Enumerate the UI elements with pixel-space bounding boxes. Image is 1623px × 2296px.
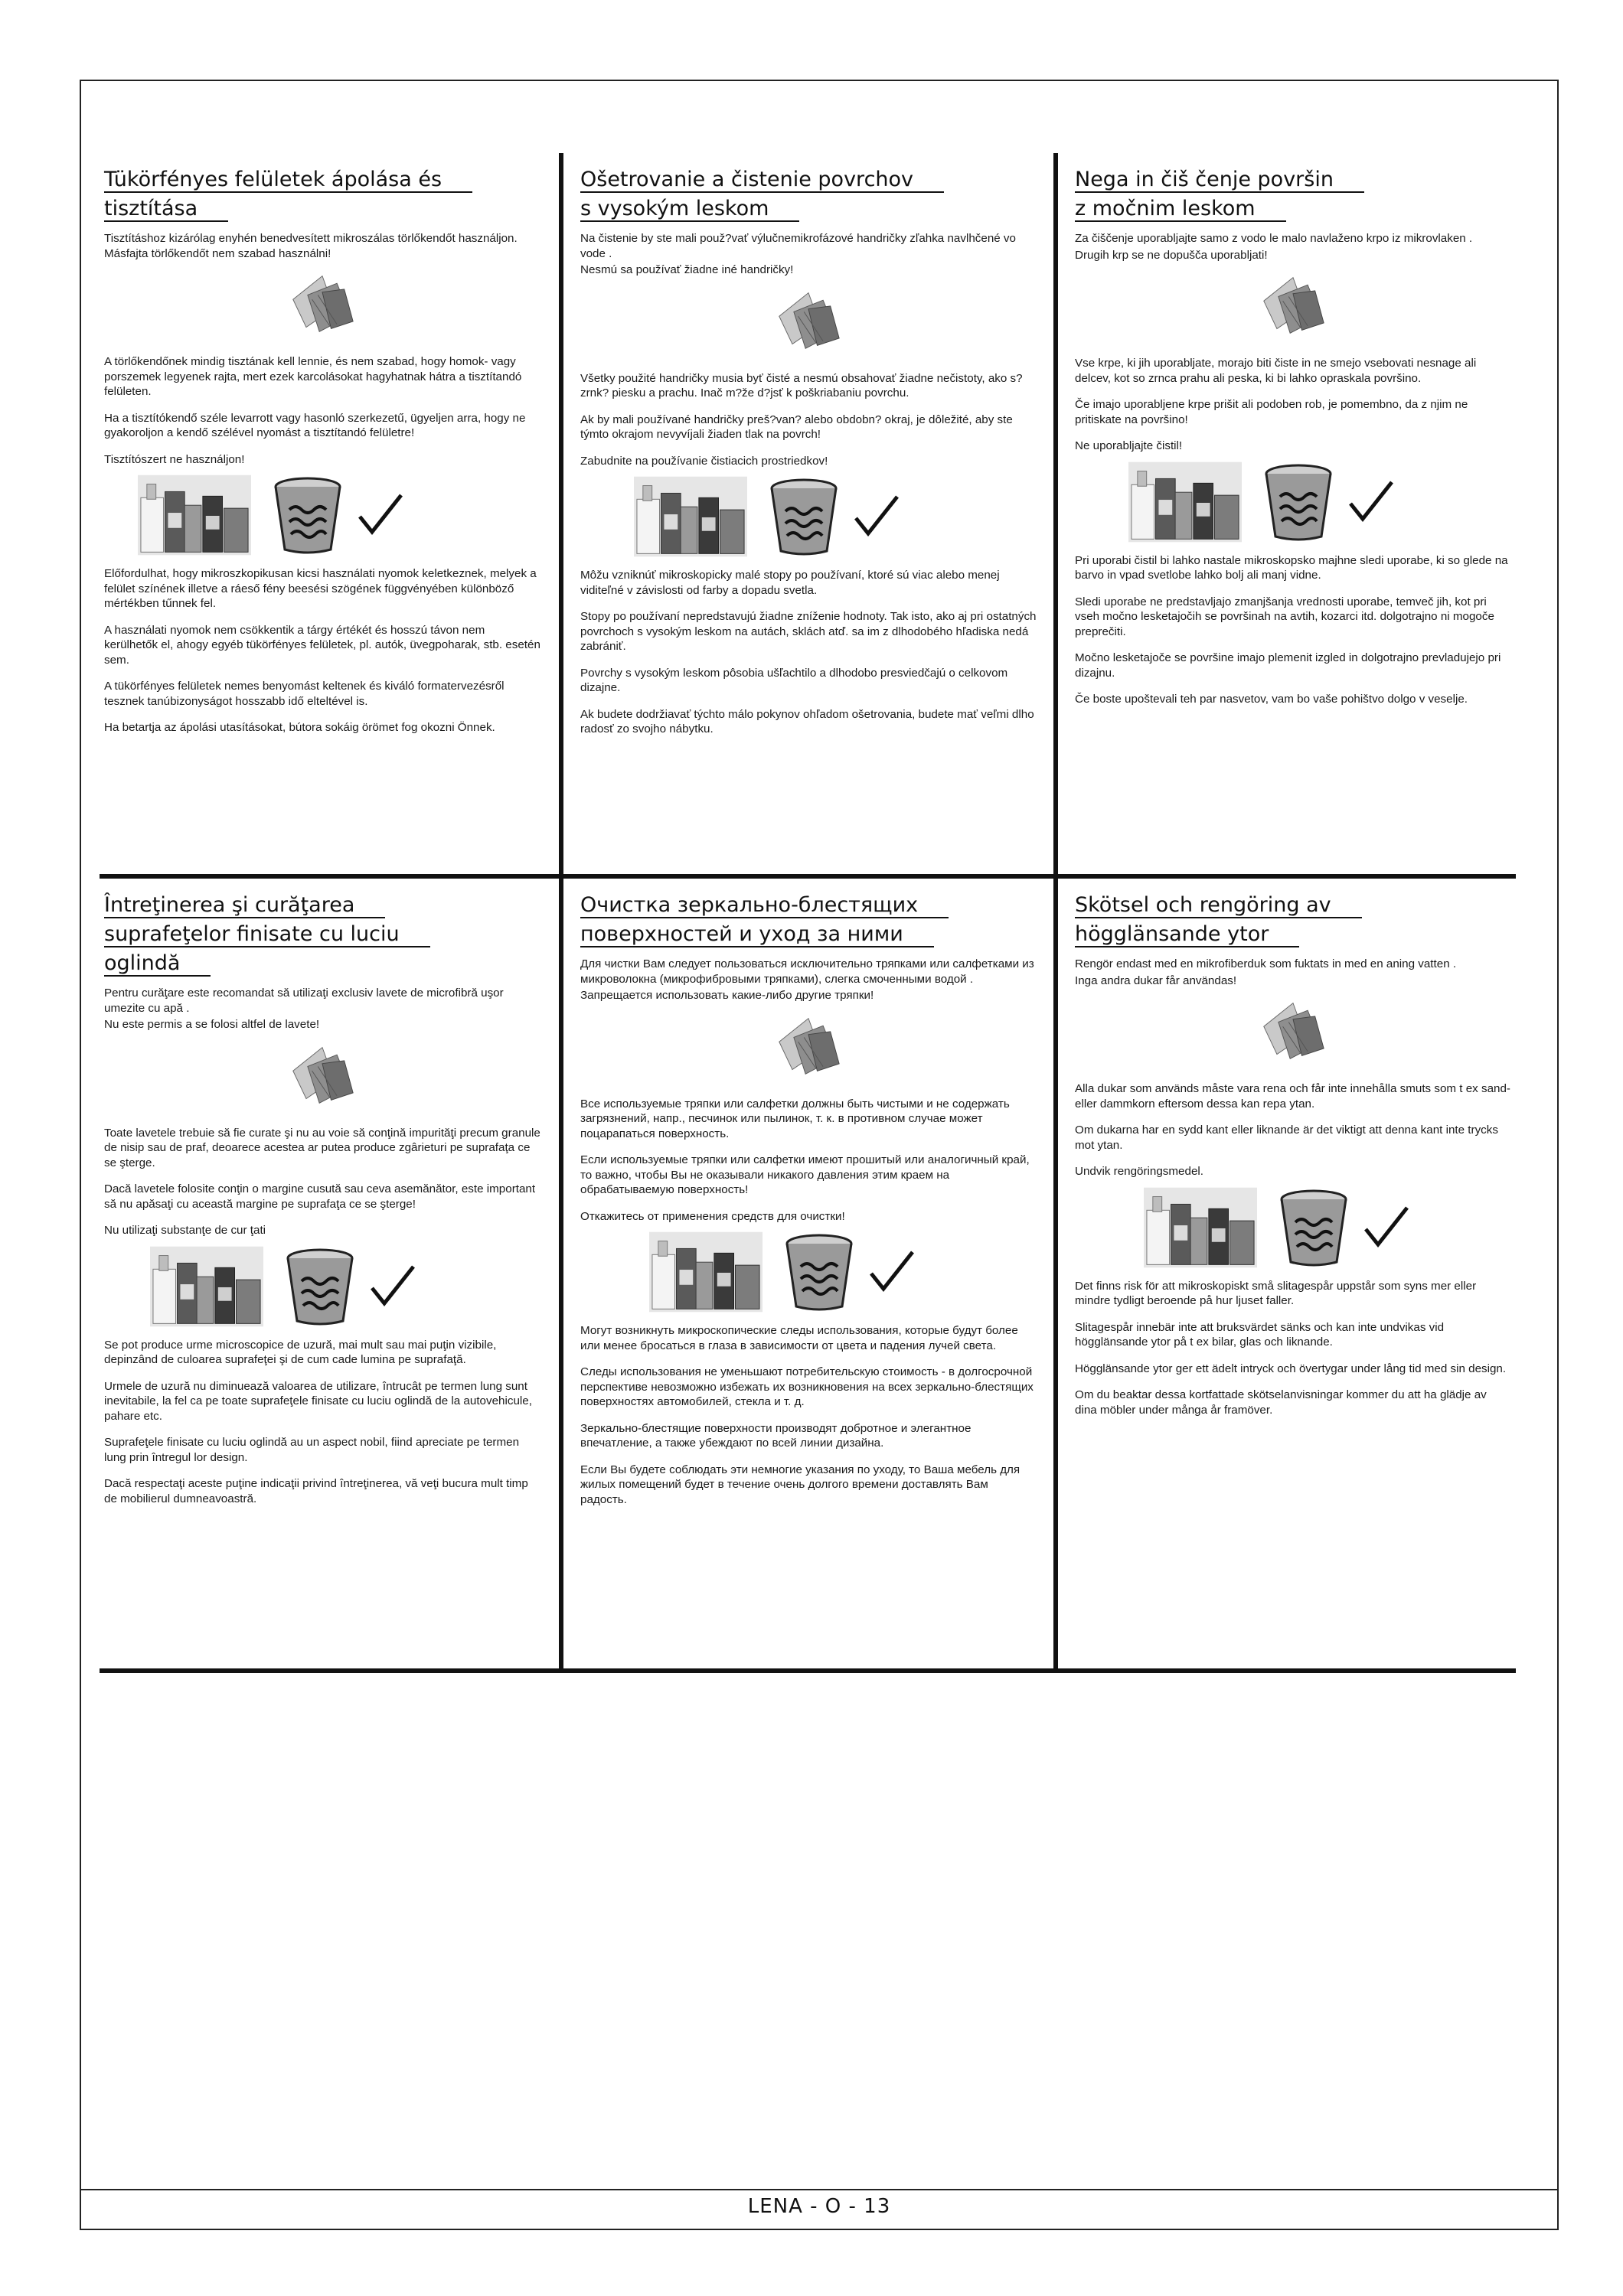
section-title: Очистка зеркально-блестящих поверхностей и уход за ними: [580, 891, 1037, 949]
paragraph: Следы использования не уменьшают потребительскую стоимость - в долгосрочной перспективе невозможно избежать их возникновения на всех зеркально-блестящих поверхностях автомобилей, стекла и т. д.: [580, 1365, 1034, 1408]
cleaning-bottles-icon: [1128, 461, 1242, 543]
microfiber-cloth-icon: [1256, 997, 1330, 1063]
section-slovenian: [1053, 153, 1516, 874]
no-cleaner-illustration: [634, 476, 1037, 557]
paragraph: Ne uporabljajte čistil!: [1075, 439, 1183, 452]
paragraph: Povrchy s vysokým leskom pôsobia ušľachtilo a dlhodobo presviedčajú o celkovom dizajne.: [580, 666, 1008, 694]
paragraph: Če boste upoštevali teh par nasvetov, vam bo vaše pohištvo dolgo v veselje.: [1075, 693, 1468, 706]
footer-divider: [80, 2189, 1559, 2190]
intro-text: Nu este permis a se folosi altfel de lavete!: [104, 1018, 320, 1031]
paragraph: Högglänsande ytor ger ett ädelt intryck och övertygar under lång tid med sin design.: [1075, 1362, 1507, 1375]
intro-text: Za čiščenje uporabljajte samo z vodo le malo navlaženo krpo iz mikrovlaken .: [1075, 232, 1473, 245]
water-bucket-icon: [1277, 1189, 1350, 1268]
water-bucket-icon: [283, 1247, 357, 1327]
section-romanian: [100, 879, 559, 1668]
microfiber-cloth-icon: [286, 1042, 359, 1107]
intro-text: Pentru curăţare este recomandat să utilizaţi exclusiv lavete de microfibră uşor umezite cu apă .: [104, 987, 504, 1015]
intro-text: Nesmú sa používať žiadne iné handričky!: [580, 263, 794, 276]
paragraph: Ha betartja az ápolási utasításokat, bútora sokáig örömet fog okozni Önnek.: [104, 721, 495, 734]
paragraph: A tükörfényes felületek nemes benyomást keltenek és kiváló formatervezésről tesznek tanúbizonyságot hosszabb idő elteltével is.: [104, 680, 505, 708]
section-slovak: [559, 153, 1053, 874]
no-cleaner-illustration: [649, 1231, 1037, 1313]
section-title: Tükörfényes felületek ápolása és tisztítása: [104, 165, 540, 223]
page-footer: LENA - O - 13: [747, 2195, 891, 2218]
paragraph: Могут возникнуть микроскопические следы использования, которые будут более или менее бросаться в глаза в зависимости от цвета и падения лучей света.: [580, 1324, 1018, 1352]
paragraph: Det finns risk för att mikroskopiskt små slitagespår uppstår som syns mer eller mindre tydligt beroende på hur ljuset faller.: [1075, 1279, 1477, 1307]
no-cleaner-illustration: [1128, 461, 1511, 543]
checkmark-icon: [1363, 1205, 1410, 1251]
paragraph: Močno lesketajoče se površine imajo plemenit izgled in dolgotrajno prevladujejo pri dizajnu.: [1075, 651, 1501, 680]
cleaning-bottles-icon: [634, 476, 747, 557]
section-title: Skötsel och rengöring av högglänsande ytor: [1075, 891, 1511, 949]
paragraph: Если используемые тряпки или салфетки имеют прошитый или аналогичный край, то важно, чтобы Вы не оказывали никакого давления этим краем на обрабатываемую поверхность!: [580, 1153, 1030, 1196]
intro-text: Tisztításhoz kizárólag enyhén benedvesített mikroszálas törlőkendőt használjon. Másfajta törlőkendőt nem szabad használni!: [104, 232, 518, 260]
intro-text: Na čistenie by ste mali použ?vať výlučnemikrofázové handričky zľahka navlhčené vo vode .: [580, 232, 1016, 260]
paragraph: Dacă respectaţi aceste puţine indicaţii privind întreţinerea, vă veţi bucura mult timp de mobilierul dumneavoastră.: [104, 1477, 528, 1505]
water-bucket-icon: [782, 1233, 856, 1313]
intro-text: Для чистки Вам следует пользоваться исключительно тряпками или салфетками из микроволокна (микрофибровыми тряпками), слегка смоченными водой .: [580, 957, 1034, 986]
section-swedish: [1053, 879, 1516, 1668]
paragraph: Зеркально-блестящие поверхности производят добротное и элегантное впечатление, а также убеждают по всей линии дизайна.: [580, 1421, 972, 1450]
paragraph: Om du beaktar dessa kortfattade skötselanvisningar kommer du att ha glädje av dina möbler under många år framöver.: [1075, 1388, 1487, 1417]
paragraph: Undvik rengöringsmedel.: [1075, 1165, 1203, 1178]
paragraph: Ha a tisztítókendő széle levarrott vagy hasonló szerkezetű, ügyeljen arra, hogy ne gyakoroljon a kendő szélével nyomást a tisztítandó felületre!: [104, 411, 526, 439]
paragraph: Všetky použité handričky musia byť čisté a nesmú obsahovať žiadne nečistoty, ako s? zrnk? piesku a prachu. Inač m?že d?jsť k poškriabaniu povrchu.: [580, 371, 1023, 400]
section-title: Întreţinerea şi curăţarea suprafeţelor finisate cu luciu oglindă: [104, 891, 540, 978]
checkmark-icon: [868, 1249, 916, 1295]
microfiber-cloth-icon: [772, 1013, 845, 1078]
microfiber-cloth-icon: [1256, 272, 1330, 338]
paragraph: Slitagespår innebär inte att bruksvärdet sänks och kan inte undvikas vid högglänsande ytor på t ex bilar, glas och liknande.: [1075, 1320, 1445, 1349]
paragraph: Toate lavetele trebuie să fie curate şi nu au voie să conţină impurităţi precum granule de nisip sau de praf, deoarece acestea ar putea produce zgârieturi pe suprafaţa ce se şterge.: [104, 1126, 540, 1169]
paragraph: Előfordulhat, hogy mikroszkopikusan kicsi használati nyomok keletkeznek, melyek a felület színének illetve a ráeső fény beesési szögének függvényében különböző mértékben tűnnek fel.: [104, 567, 537, 610]
paragraph: Če imajo uporabljene krpe prišit ali podoben rob, je pomembno, da z njim ne pritiskate na površino!: [1075, 398, 1468, 426]
paragraph: Se pot produce urme microscopice de uzură, mai mult sau mai puţin vizibile, depinzând de culoarea suprafeţei şi de cum cade lumina pe suprafaţă.: [104, 1338, 497, 1366]
paragraph: Sledi uporabe ne predstavljajo zmanjšanja vrednosti uporabe, temveč jih, kot pri vseh močno lesketajočih se površinah na avtih, kozarci itd. dolgotrajno ni mogoče preprečiti.: [1075, 595, 1494, 638]
intro-text: Rengör endast med en mikrofiberduk som fuktats in med en aning vatten .: [1075, 957, 1457, 970]
intro-text: Запрещается использовать какие-либо другие тряпки!: [580, 989, 874, 1002]
paragraph: Ak by mali používané handričky preš?van? alebo obdobn? okraj, je dôležité, aby ste týmto okrajom nevyvíjali žiaden tlak na povrch!: [580, 413, 1013, 441]
grid-row: [100, 879, 1516, 1673]
paragraph: A használati nyomok nem csökkentik a tárgy értékét és hosszú távon nem kerülhetők el, ahogy egyéb tükörfényes felületek, pl. autók, üvegpoharak, stb. esetén sem.: [104, 623, 540, 667]
section-title: Ošetrovanie a čistenie povrchov s vysokým leskom: [580, 165, 1037, 223]
paragraph: Все используемые тряпки или салфетки должны быть чистыми и не содержать загрязнений, напр., песчинок или пылинок, т. к. в противном случае может поцарапаться поверхность.: [580, 1097, 1010, 1140]
paragraph: Ak budete dodržiavať týchto málo pokynov ohľadom ošetrovania, budete mať veľmi dlho radosť zo svojho nábytku.: [580, 707, 1034, 735]
intro-text: Inga andra dukar får användas!: [1075, 974, 1237, 987]
paragraph: Tisztítószert ne használjon!: [104, 452, 245, 466]
section-russian: [559, 879, 1053, 1668]
grid-row: [100, 153, 1516, 879]
checkmark-icon: [369, 1264, 416, 1309]
no-cleaner-illustration: [1144, 1187, 1511, 1268]
cleaning-bottles-icon: [150, 1246, 263, 1327]
water-bucket-icon: [271, 476, 345, 556]
paragraph: Suprafeţele finisate cu luciu oglindă au un aspect nobil, fiind apreciate pe termen lung prin întregul lor design.: [104, 1436, 520, 1464]
paragraph: Zabudnite na používanie čistiacich prostriedkov!: [580, 454, 828, 468]
checkmark-icon: [357, 492, 404, 538]
cleaning-bottles-icon: [649, 1231, 763, 1313]
checkmark-icon: [853, 494, 900, 540]
section-hungarian: [100, 153, 559, 874]
cleaning-bottles-icon: [1144, 1187, 1257, 1268]
paragraph: Nu utilizaţi substanţe de cur ţati: [104, 1224, 266, 1237]
paragraph: Urmele de uzură nu diminuează valoarea de utilizare, întrucât pe termen lung sunt inevitabile, la fel ca pe toate suprafeţele finisate cu luciu oglindă de la autovehicule, pahare etc.: [104, 1379, 532, 1423]
water-bucket-icon: [767, 478, 841, 557]
checkmark-icon: [1347, 479, 1395, 525]
no-cleaner-illustration: [150, 1246, 540, 1327]
paragraph: Если Вы будете соблюдать эти немногие указания по уходу, то Ваша мебель для жилых помещений будет в течение очень долгого времени доставлять Вам радость.: [580, 1463, 1020, 1506]
paragraph: Pri uporabi čistil bi lahko nastale mikroskopsko majhne sledi uporabe, ki so glede na barvo in vpad svetlobe lahko bolj ali manj vidne.: [1075, 553, 1508, 582]
paragraph: Om dukarna har en sydd kant eller liknande är det viktigt att denna kant inte trycks mot ytan.: [1075, 1124, 1498, 1152]
section-title: Nega in čiš čenje površin z močnim leskom: [1075, 165, 1511, 223]
paragraph: A törlőkendőnek mindig tisztának kell lennie, és nem szabad, hogy homok- vagy porszemek legyenek rajta, mert ezek karcolásokat hagyhatnak hátra a tisztítandó felületen.: [104, 355, 522, 398]
paragraph: Vse krpe, ki jih uporabljate, morajo biti čiste in ne smejo vsebovati nesnage ali delcev, kot so zrnca prahu ali peska, ki bi lahko opraskala površino.: [1075, 357, 1477, 385]
no-cleaner-illustration: [138, 475, 540, 556]
paragraph: Môžu vzniknúť mikroskopicky malé stopy po používaní, ktoré sú viac alebo menej viditeľné v závislosti od farby a dopadu svetla.: [580, 569, 1000, 597]
paragraph: Alla dukar som används måste vara rena och får inte innehålla smuts som t ex sand- eller dammkorn eftersom dessa kan repa ytan.: [1075, 1082, 1510, 1110]
water-bucket-icon: [1262, 463, 1335, 543]
paragraph: Dacă lavetele folosite conţin o margine cusută sau ceva asemănător, este important să nu apăsaţi cu această margine pe suprafaţa ce se şterge!: [104, 1182, 536, 1211]
microfiber-cloth-icon: [772, 287, 845, 353]
cleaning-bottles-icon: [138, 475, 251, 556]
paragraph: Stopy po používaní nepredstavujú žiadne zníženie hodnoty. Tak isto, ako aj pri ostatných povrchoch s vysokým leskom na autách, sklách atď. sa im z dlhodobého hľadiska nedá zabrániť.: [580, 610, 1037, 653]
intro-text: Drugih krp se ne dopušča uporabljati!: [1075, 248, 1268, 262]
paragraph: Откажитесь от применения средств для очистки!: [580, 1209, 845, 1223]
instructions-grid: [100, 153, 1516, 1673]
microfiber-cloth-icon: [286, 270, 359, 336]
